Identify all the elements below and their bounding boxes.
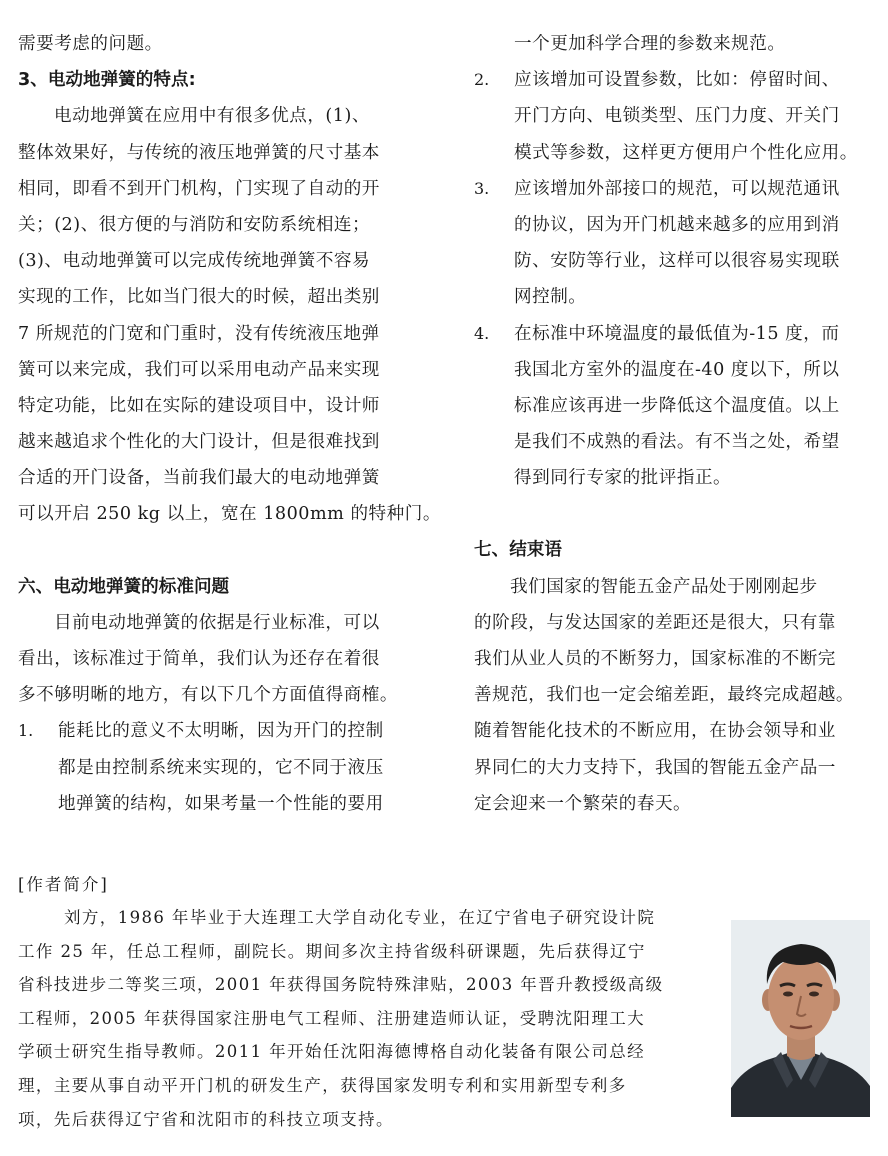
- left-column: [18, 26, 441, 822]
- list-body: [514, 26, 874, 62]
- bio-title: [作者简介]: [18, 875, 109, 894]
- list-line: 防、安防等行业，这样可以很容易实现联: [514, 251, 840, 272]
- section6-paragraph: [18, 605, 420, 714]
- paragraph-line: 善规范，我们也一定会缩差距，最终完成超越。: [474, 685, 854, 706]
- paragraph-line: 可以开启 250 kg 以上，宽在 1800mm 的特种门。: [18, 504, 441, 525]
- list-line: 得到同行专家的批评指正。: [514, 468, 732, 489]
- list-line: 都是由控制系统来实现的，它不同于液压: [58, 757, 384, 778]
- bio-line: 项，先后获得辽宁省和沈阳市的科技立项支持。: [18, 1109, 394, 1129]
- paragraph-line: 特定功能，比如在实际的建设项目中，设计师: [18, 395, 380, 416]
- paragraph-line: 整体效果好，与传统的液压地弹簧的尺寸基本: [18, 142, 380, 163]
- list-line: 能耗比的意义不太明晰，因为开门的控制: [58, 721, 384, 742]
- paragraph-line: (3)、电动地弹簧可以完成传统地弹簧不容易: [18, 251, 371, 272]
- portrait-photo-icon: [731, 920, 870, 1117]
- list-line: 一个更加科学合理的参数来规范。: [514, 34, 786, 54]
- list-item-1: [18, 713, 420, 822]
- list-number-spacer: [474, 26, 514, 62]
- section3-paragraph: [18, 98, 441, 532]
- bio-line: 理，主要从事自动平开门机的研发生产，获得国家发明专利和实用新型专利多: [18, 1075, 627, 1095]
- section7-heading: 七、结束语: [474, 540, 562, 561]
- list-item-1-continued: [474, 26, 874, 62]
- list-number: 2.: [474, 70, 490, 90]
- list-number: 1.: [18, 721, 34, 741]
- list-line: 网控制。: [514, 287, 587, 308]
- paragraph-line: 实现的工作，比如当门很大的时候，超出类别: [18, 287, 380, 308]
- paragraph-line: 我们国家的智能五金产品处于刚刚起步: [510, 576, 818, 597]
- paragraph-line: 相同，即看不到开门机构，门实现了自动的开: [18, 178, 380, 199]
- author-bio: [18, 868, 718, 1136]
- spacer: [18, 533, 420, 569]
- paragraph-line: 关；(2)、很方便的与消防和安防系统相连；: [18, 214, 371, 235]
- list-line: 地弹簧的结构，如果考量一个性能的要用: [58, 793, 384, 814]
- list-number: 3.: [474, 178, 490, 198]
- paragraph-line: 看出，该标准过于简单，我们认为还存在着很: [18, 649, 380, 669]
- list-item-4: [474, 316, 874, 497]
- paragraph-line: 定会迎来一个繁荣的春天。: [474, 793, 692, 814]
- intro-line: 需要考虑的问题。: [18, 34, 163, 54]
- paragraph-line: 目前电动地弹簧的依据是行业标准，可以: [54, 612, 380, 633]
- paragraph-line: 合适的开门设备，当前我们最大的电动地弹簧: [18, 468, 380, 489]
- list-body: [514, 316, 874, 497]
- paragraph-line: 随着智能化技术的不断应用，在协会领导和业: [474, 721, 836, 742]
- list-body: [514, 171, 874, 316]
- list-line: 的协议，因为开门机越来越多的应用到消: [514, 214, 840, 235]
- list-body: [514, 62, 874, 171]
- author-photo: [731, 920, 870, 1117]
- list-line: 我国北方室外的温度在-40 度以下，所以: [514, 359, 840, 380]
- list-line: 是我们不成熟的看法。有不当之处，希望: [514, 432, 840, 453]
- paragraph-line: 越来越追求个性化的大门设计，但是很难找到: [18, 432, 380, 453]
- paragraph-line: 7 所规范的门宽和门重时，没有传统液压地弹: [18, 323, 380, 344]
- bio-line: 刘方，1986 年毕业于大连理工大学自动化专业，在辽宁省电子研究设计院: [64, 908, 656, 927]
- bio-line: 省科技进步二等奖三项，2001 年获得国务院特殊津贴，2003 年晋升教授级高级: [18, 975, 664, 995]
- paragraph-line: 的阶段，与发达国家的差距还是很大，只有靠: [474, 612, 836, 633]
- list-line: 应该增加外部接口的规范，可以规范通讯: [514, 178, 840, 199]
- list-line: 在标准中环境温度的最低值为-15 度，而: [514, 323, 840, 344]
- list-item-2: [474, 62, 874, 171]
- paragraph-line: 界同仁的大力支持下，我国的智能五金产品一: [474, 757, 836, 778]
- section7-paragraph: [474, 569, 874, 822]
- section3-heading: 3、电动地弹簧的特点:: [18, 70, 196, 91]
- bio-line: 学硕士研究生指导教师。2011 年开始任沈阳海德博格自动化装备有限公司总经: [18, 1042, 646, 1062]
- list-line: 标准应该再进一步降低这个温度值。以上: [514, 395, 840, 416]
- list-body: [58, 713, 420, 822]
- list-line: 应该增加可设置参数，比如：停留时间、: [514, 70, 840, 91]
- bio-line: 工作 25 年，任总工程师，副院长。期间多次主持省级科研课题，先后获得辽宁: [18, 941, 646, 961]
- paragraph-line: 簧可以来完成，我们可以采用电动产品来实现: [18, 359, 380, 380]
- list-line: 开门方向、电锁类型、压门力度、开关门: [514, 106, 840, 127]
- paragraph-line: 多不够明晰的地方，有以下几个方面值得商榷。: [18, 685, 398, 706]
- paragraph-line: 我们从业人员的不断努力，国家标准的不断完: [474, 649, 836, 669]
- list-number: 4.: [474, 323, 490, 343]
- list-line: 模式等参数，这样更方便用户个性化应用。: [514, 142, 858, 163]
- section6-heading: 六、电动地弹簧的标准问题: [18, 576, 230, 597]
- bio-line: 工程师，2005 年获得国家注册电气工程师、注册建造师认证，受聘沈阳理工大: [18, 1008, 646, 1028]
- right-column: [474, 26, 874, 822]
- spacer: [474, 496, 874, 532]
- paragraph-line: 电动地弹簧在应用中有很多优点，(1)、: [54, 106, 370, 127]
- list-item-3: [474, 171, 874, 316]
